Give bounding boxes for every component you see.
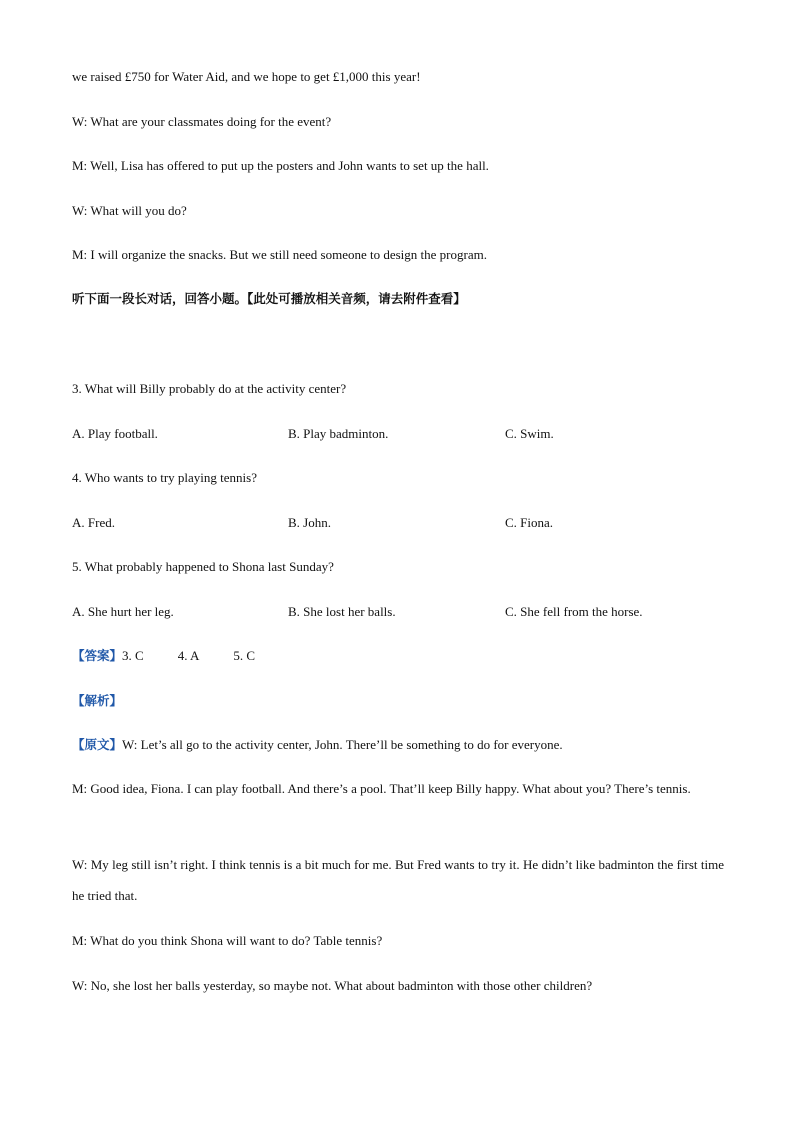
dialogue-line: M: I will organize the snacks. But we still need someone to design the program. [72,247,487,262]
answer-item: 3. C [122,648,144,663]
transcript-paragraph: W: My leg still isn’t right. I think tennis is a bit much for me. But Fred wants to try it. He didn’t like badminton the first time he tried that. [72,857,724,903]
option-b: B. John. [288,515,331,530]
answer-item: 4. A [177,648,200,663]
option-b: B. Play badminton. [288,426,389,441]
listening-instruction: 听下面一段长对话，回答小题。【此处可播放相关音频，请去附件查看】 [72,291,466,306]
transcript-line: M: What do you think Shona will want to do? Table tennis? [72,933,383,948]
option-a: A. She hurt her leg. [72,604,174,619]
analysis-tag: 【解析】 [72,693,123,708]
dialogue-line: we raised £750 for Water Aid, and we hope to get £1,000 this year! [72,69,421,84]
option-b: B. She lost her balls. [288,604,396,619]
dialogue-line: W: What will you do? [72,203,187,218]
transcript-first-line [72,736,563,754]
option-a: A. Play football. [72,426,158,441]
option-c: C. Fiona. [505,515,554,530]
question-stem: 3. What will Billy probably do at the activity center? [72,381,347,396]
question-stem: 4. Who wants to try playing tennis? [72,470,257,485]
transcript-paragraph: M: Good idea, Fiona. I can play football. And there’s a pool. That’ll keep Billy happy. What about you? There’s tennis. [72,781,691,796]
answer-item: 5. C [233,648,256,663]
option-a: A. Fred. [72,515,115,530]
option-c: C. Swim. [505,426,554,441]
transcript-line: W: No, she lost her balls yesterday, so maybe not. What about badminton with those other children? [72,978,593,993]
option-c: C. She fell from the horse. [505,604,643,619]
transcript-tag: 【原文】 [72,737,123,752]
question-stem: 5. What probably happened to Shona last Sunday? [72,559,334,574]
dialogue-line: M: Well, Lisa has offered to put up the posters and John wants to set up the hall. [72,158,489,173]
answer-tag: 【答案】 [72,648,123,663]
dialogue-line: W: What are your classmates doing for the event? [72,114,332,129]
answer-line [72,647,289,665]
transcript-text: W: Let’s all go to the activity center, John. There’ll be something to do for everyone. [122,737,563,752]
